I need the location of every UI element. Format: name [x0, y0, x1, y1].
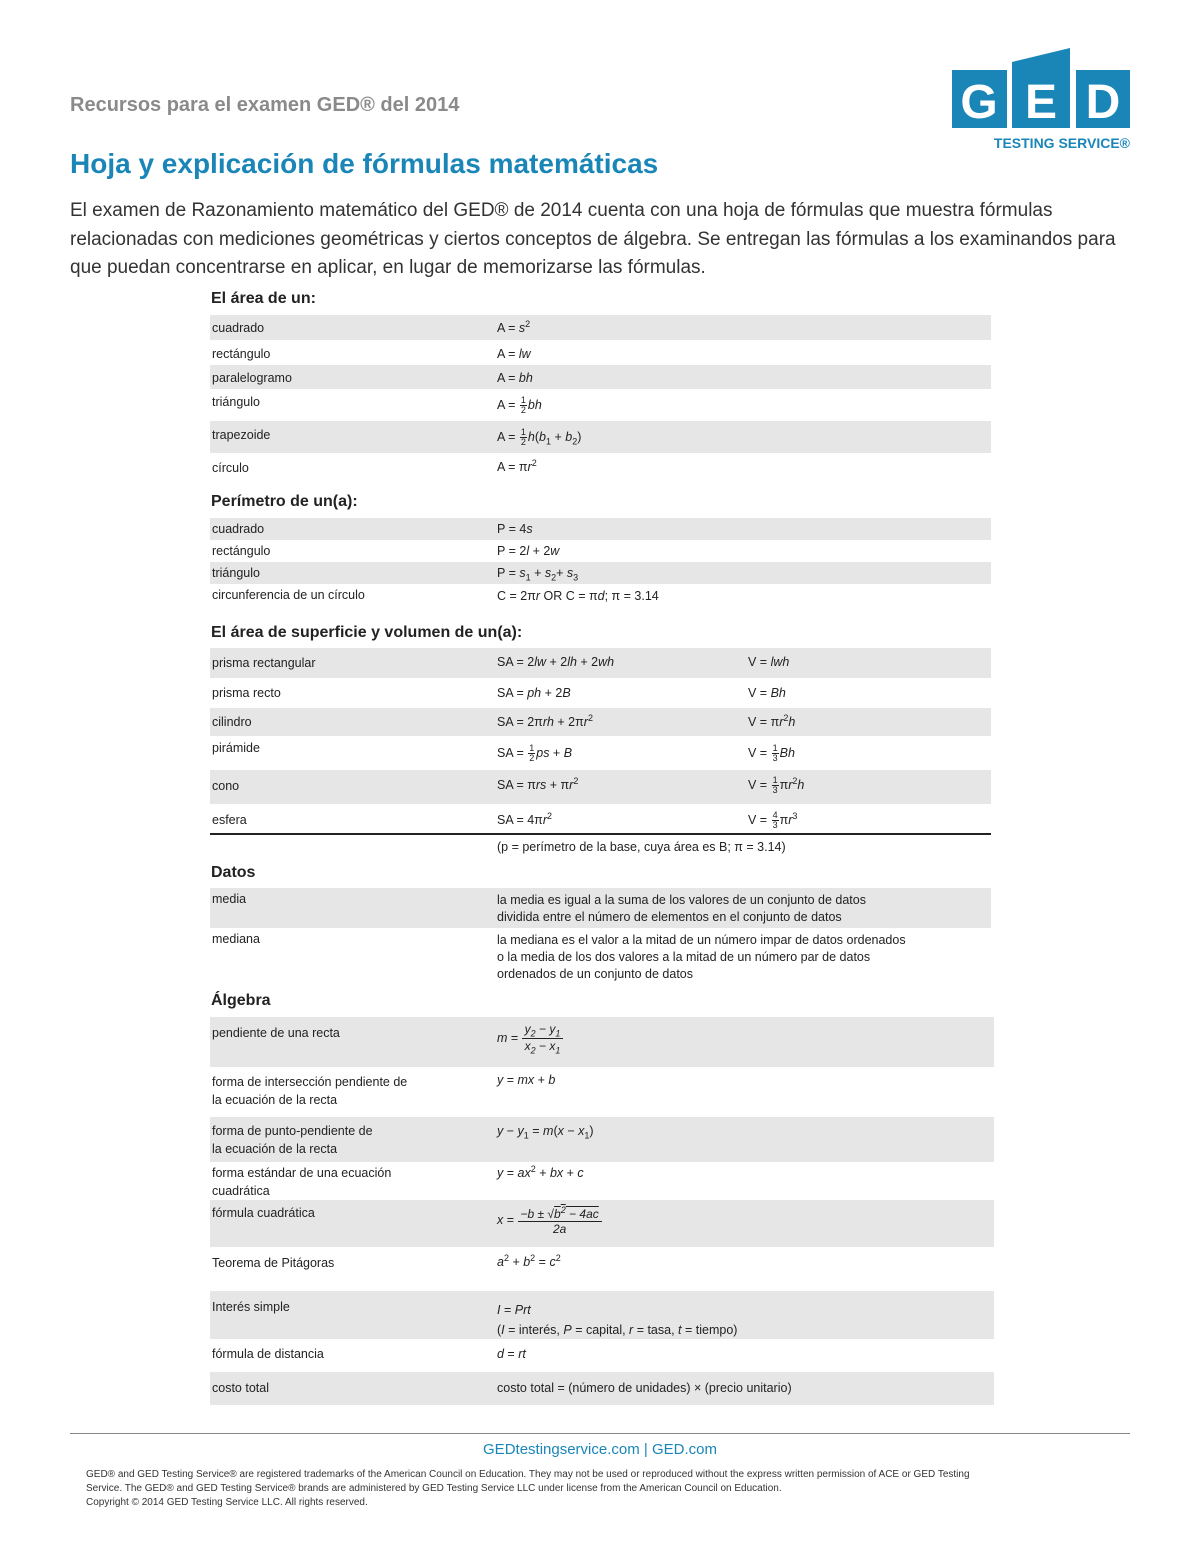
row-formula: A = $\frac{1}{2}$ $h(b_1 + b_2)$: [497, 427, 582, 447]
row-formula: x = $\frac{-b \pm √b^2 - 4ac}{2a}$: [497, 1205, 602, 1236]
perimeter-table: [210, 518, 991, 608]
table-row: [210, 1162, 994, 1200]
surface-table: [210, 648, 991, 838]
row-label: Teorema de Pitágoras: [212, 1256, 335, 1270]
intro-paragraph: El examen de Razonamiento matemático del GED® de 2014 cuenta con una hoja de fórmulas que muestra fórmulas relacionadas con mediciones geométricas y ciertos conceptos de álgebra. Se entregan las fórmulas a los examinandos para que puedan concentrarse en aplicar, en lugar de memorizarse las fórmulas.: [70, 200, 1116, 278]
table-row: [210, 1067, 994, 1117]
data-table: [210, 888, 991, 988]
table-row: [210, 340, 991, 365]
ged-logo: [952, 48, 1132, 158]
row-label: paralelogramo: [212, 371, 292, 385]
row-label: Interés simple: [212, 1300, 290, 1314]
row-formula: $P = s_1 + s_2+ s_3$: [497, 566, 579, 583]
logo-letter-g: G: [960, 76, 998, 129]
table-row: [210, 736, 991, 770]
row-formula: A = lw: [497, 347, 531, 361]
table-row: [210, 518, 991, 540]
area-heading: El área de un:: [211, 290, 316, 307]
row-sa: SA = $\frac{1}{2}$ ps + B: [497, 743, 573, 763]
algebra-heading: Álgebra: [211, 992, 271, 1009]
algebra-table: [210, 1017, 994, 1405]
row-sa: SA = $4\pi r^2$: [497, 811, 552, 828]
table-row: [210, 648, 991, 678]
row-sa: SA = $2\pi rh + 2\pi r^2$: [497, 713, 593, 730]
row-formula: A = $\frac{1}{2}$ bh: [497, 395, 542, 415]
row-label: cuadrado: [212, 522, 265, 536]
resources-subtitle: Recursos para el examen GED® del 2014: [70, 94, 460, 116]
table-row: [210, 1372, 994, 1405]
row-volume: V = $\frac{1}{3}$ $\pi r^2h$: [748, 775, 805, 796]
footer-divider: [70, 1433, 1130, 1434]
row-label: fórmula de distancia: [212, 1347, 324, 1361]
table-row: [210, 1247, 994, 1291]
row-sa: SA = 2lw + 2lh + 2wh: [497, 655, 615, 669]
row-formula: y = mx + b: [497, 1073, 556, 1087]
area-table: [210, 315, 991, 479]
table-row: [210, 453, 991, 479]
perimeter-heading: Perímetro de un(a):: [211, 493, 358, 510]
row-formula: d = rt: [497, 1347, 526, 1361]
table-row: [210, 1017, 994, 1067]
table-row: [210, 1200, 994, 1247]
table-row: [210, 421, 991, 453]
page-title: Hoja y explicación de fórmulas matemáticas: [70, 148, 659, 179]
table-row: [210, 678, 991, 708]
logo-text: TESTING SERVICE®: [993, 135, 1130, 151]
row-volume: V = $\frac{4}{3}$ $\pi r^3$: [748, 810, 798, 831]
row-label: rectángulo: [212, 544, 271, 558]
row-formula: costo total = (número de unidades) × (precio unitario): [497, 1381, 792, 1395]
table-row: [210, 584, 991, 608]
data-heading: Datos: [211, 864, 256, 881]
row-text: la media es igual a la suma de los valores de un conjunto de datos dividida entre el número de elementos en el conjunto de datos: [497, 893, 866, 924]
row-label: esfera: [212, 813, 247, 827]
table-row: [210, 365, 991, 389]
row-label: prisma recto: [212, 686, 281, 700]
row-formula: $y = ax^2$ + bx + c: [497, 1164, 584, 1181]
row-label: pendiente de una recta: [212, 1026, 340, 1040]
surface-note: (p = perímetro de la base, cuya área es B; π = 3.14): [497, 840, 786, 854]
row-sa: SA = ph + 2B: [497, 686, 571, 700]
table-row: [210, 1291, 994, 1339]
row-formula: I = Prt (I = interés, P = capital, r = tasa, t = tiempo): [497, 1303, 738, 1337]
row-label: forma de intersección pendiente de la ecuación de la recta: [212, 1075, 408, 1107]
table-row: [210, 770, 991, 804]
surface-heading: El área de superficie y volumen de un(a):: [211, 624, 523, 641]
row-sa: SA = $\pi rs + \pi r^2$: [497, 776, 579, 793]
row-formula: P = 2l + 2w: [497, 544, 560, 558]
row-label: triángulo: [212, 566, 260, 580]
row-label: pirámide: [212, 741, 260, 755]
row-label: cilindro: [212, 715, 252, 729]
row-volume: $V = \pi r^2h$: [748, 713, 796, 730]
table-row: [210, 315, 991, 340]
row-formula: A = bh: [497, 371, 533, 385]
table-row: [210, 928, 991, 988]
row-label: forma de punto-pendiente de la ecuación de la recta: [212, 1124, 373, 1156]
logo-letter-d: D: [1085, 76, 1121, 129]
row-label: prisma rectangular: [212, 656, 316, 670]
row-volume: V = $\frac{1}{3}$ Bh: [748, 743, 795, 763]
logo-letter-e: E: [1024, 76, 1058, 129]
section-divider: [210, 833, 991, 835]
row-text: la mediana es el valor a la mitad de un número impar de datos ordenados o la media de los dos valores a la mitad de un número par de datos ordenados de un conjunto de datos: [497, 933, 906, 981]
row-label: fórmula cuadrática: [212, 1206, 315, 1220]
table-row: [210, 562, 991, 584]
row-label: triángulo: [212, 395, 260, 409]
footer-disclaimer: GED® and GED Testing Service® are registered trademarks of the American Council on Education. They may not be used or reproduced without the express written permission of ACE or GED Testing Service. The GED® and GED Testing Service® brands are administered by GED Testing Service LLC under license from the American Council on Education. Copyright © 2014 GED Testing Service LLC. All rights reserved.: [86, 1469, 970, 1508]
table-row: [210, 389, 991, 421]
row-formula: P = 4s: [497, 522, 533, 536]
row-label: forma estándar de una ecuación cuadrática: [212, 1166, 392, 1198]
row-formula: $y - y_1 = m(x - x_1)$: [497, 1124, 594, 1141]
row-volume: V = Bh: [748, 686, 786, 700]
row-formula: C = 2πr OR C = πd; π = 3.14: [497, 589, 659, 603]
row-volume: V = lwh: [748, 655, 790, 669]
row-label: cuadrado: [212, 321, 265, 335]
table-row: [210, 888, 991, 928]
row-formula: $A = \pi r^2$: [497, 458, 537, 475]
table-row: [210, 1339, 994, 1372]
row-label: trapezoide: [212, 428, 271, 442]
row-label: mediana: [212, 932, 260, 946]
row-label: circunferencia de un círculo: [212, 588, 365, 602]
row-formula: $a^2 + b^2 = c^2$: [497, 1253, 561, 1270]
table-row: [210, 1117, 994, 1162]
row-label: costo total: [212, 1381, 269, 1395]
row-label: círculo: [212, 461, 249, 475]
footer-links[interactable]: GEDtestingservice.com | GED.com: [483, 1441, 717, 1458]
row-label: cono: [212, 779, 240, 793]
table-row: [210, 540, 991, 562]
row-formula: m = $\frac{y_2 - y_1}{x_2 - x_1}$: [497, 1022, 563, 1056]
row-label: media: [212, 892, 247, 906]
row-formula: $A = s^2$: [497, 319, 531, 336]
table-row: [210, 708, 991, 736]
row-label: rectángulo: [212, 347, 271, 361]
